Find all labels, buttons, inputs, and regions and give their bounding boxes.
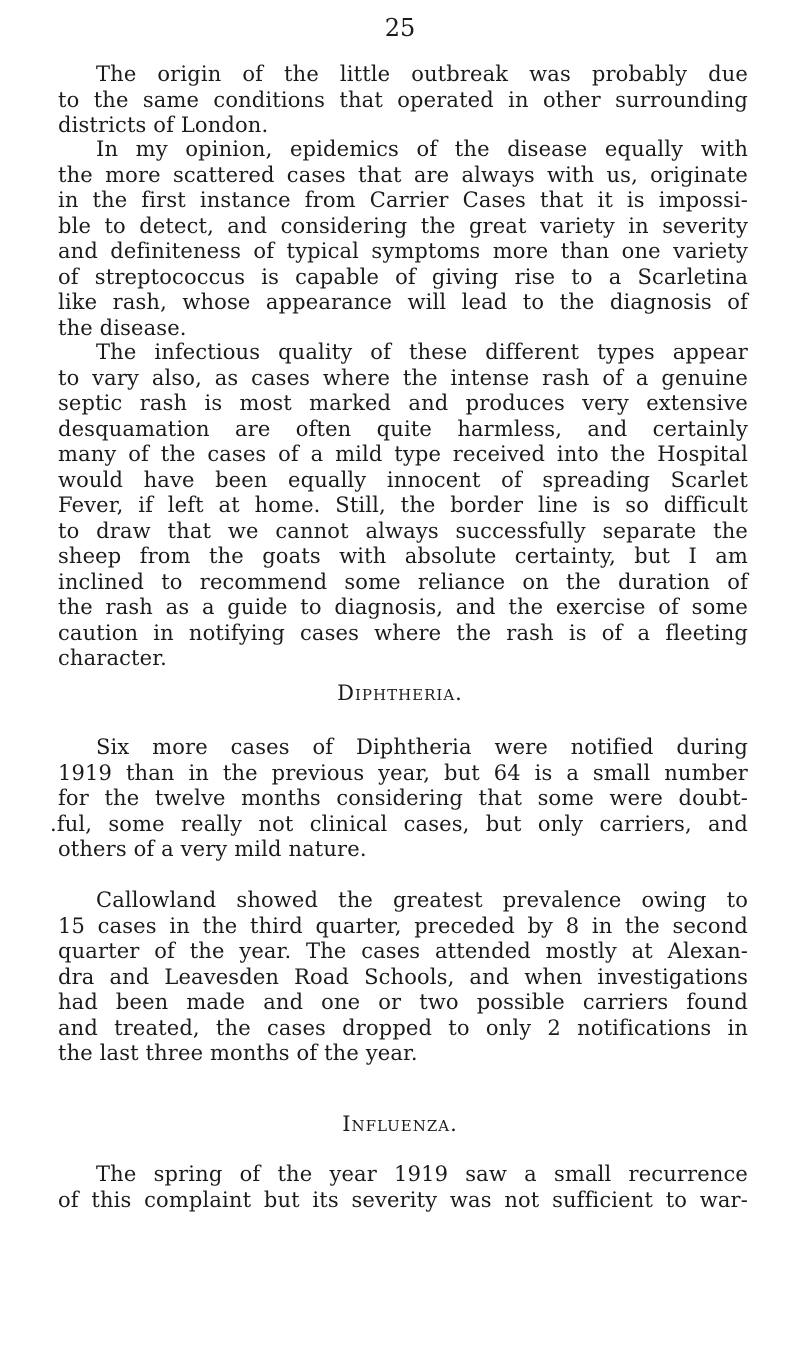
text-line: to draw that we cannot always successfully separate the	[58, 518, 748, 543]
paragraph-carrier-cases	[58, 137, 748, 341]
text-line: for the twelve months considering that some were doubt-	[58, 786, 748, 810]
paragraph-outbreak-origin	[58, 62, 748, 139]
text-line: others of a very mild nature.	[58, 837, 367, 861]
text-line: .ful, some really not clinical cases, but only carriers, and	[50, 811, 748, 836]
text-line: inclined to recommend some reliance on the duration of	[58, 569, 748, 594]
text-line: the disease.	[58, 315, 187, 340]
text-line: quarter of the year. The cases attended mostly at Alexan-	[58, 939, 748, 963]
text-line: The spring of the year 1919 saw a small recurrence	[96, 1162, 748, 1186]
text-line: Six more cases of Diphtheria were notified during	[96, 735, 748, 759]
paragraph-diphtheria-cases	[50, 735, 748, 863]
text-line: like rash, whose appearance will lead to the diagnosis of	[58, 290, 748, 314]
text-line: the last three months of the year.	[58, 1041, 418, 1065]
text-line: The origin of the little outbreak was probably due	[96, 62, 748, 86]
text-line: 1919 than in the previous year, but 64 is a small number	[58, 760, 748, 785]
section-heading-diphtheria: Diphtheria.	[337, 681, 463, 705]
text-line: character.	[58, 646, 167, 670]
text-line: 15 cases in the third quarter, preceded by 8 in the second	[58, 913, 748, 938]
text-line: septic rash is most marked and produces very extensive	[58, 391, 748, 415]
text-line: caution in notifying cases where the rash is of a fleeting	[58, 620, 748, 645]
text-line: ble to detect, and considering the great variety in severity	[58, 213, 748, 238]
text-line: of streptococcus is capable of giving rise to a Scarletina	[58, 264, 748, 289]
text-line: and definiteness of typical symptoms more than one variety	[58, 239, 748, 263]
text-line: to vary also, as cases where the intense rash of a genuine	[58, 365, 748, 390]
text-line: would have been equally innocent of spreading Scarlet	[58, 467, 748, 492]
text-line: In my opinion, epidemics of the disease equally with	[96, 137, 748, 161]
text-line: sheep from the goats with absolute certainty, but I am	[58, 544, 748, 568]
paragraph-infectious-quality	[58, 340, 748, 672]
text-line: The infectious quality of these different types appear	[96, 340, 748, 364]
text-line: and treated, the cases dropped to only 2 notifications in	[58, 1015, 748, 1040]
text-line: had been made and one or two possible carriers found	[58, 990, 748, 1014]
text-line: the more scattered cases that are always with us, originate	[58, 162, 748, 187]
text-line: of this complaint but its severity was not sufficient to war-	[58, 1187, 748, 1212]
text-line: to the same conditions that operated in other surrounding	[58, 87, 748, 112]
paragraph-callowland	[58, 888, 748, 1067]
text-line: districts of London.	[58, 113, 269, 137]
text-line: dra and Leavesden Road Schools, and when investigations	[58, 964, 748, 989]
paragraph-influenza	[58, 1162, 748, 1213]
text-line: Fever, if left at home. Still, the border line is so difficult	[58, 493, 748, 517]
text-line: Callowland showed the greatest prevalence owing to	[96, 888, 748, 912]
text-line: in the first instance from Carrier Cases that it is impossi-	[58, 188, 748, 212]
text-line: many of the cases of a mild type received into the Hospital	[58, 442, 748, 466]
text-line: the rash as a guide to diagnosis, and the exercise of some	[58, 595, 748, 619]
page-number: 25	[384, 14, 416, 42]
text-line: desquamation are often quite harmless, and certainly	[58, 416, 748, 441]
section-heading-influenza: Influenza.	[342, 1112, 458, 1136]
